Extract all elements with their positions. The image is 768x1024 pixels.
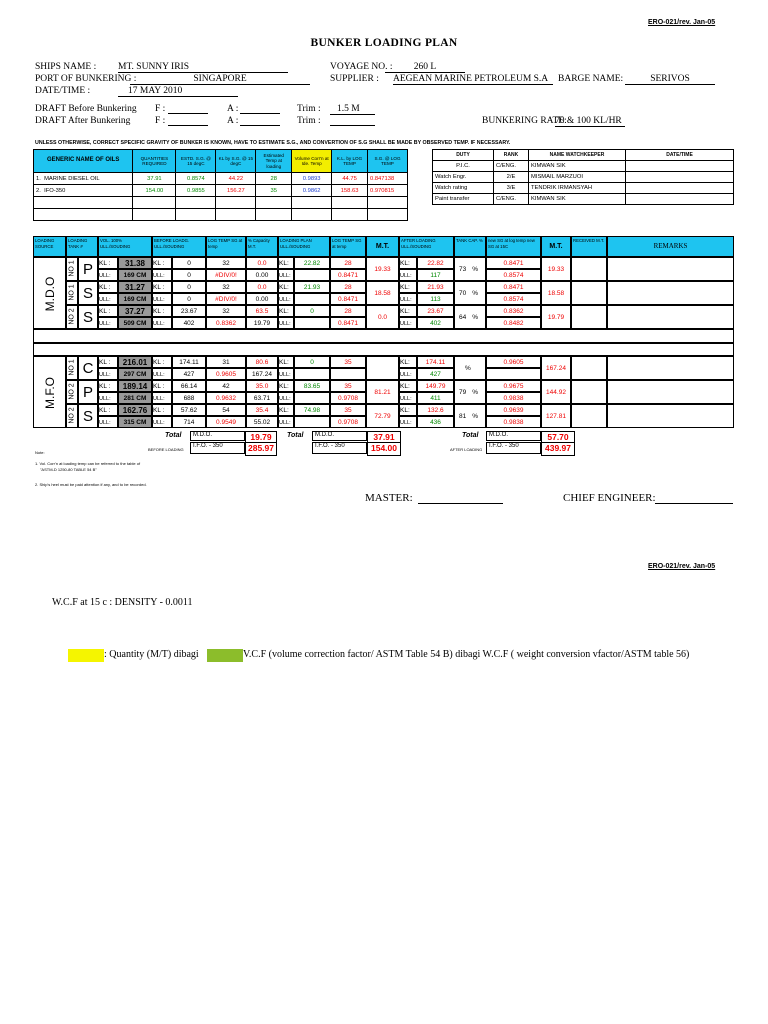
master-signature-field <box>418 503 503 504</box>
oils-header-vcf: Volume Corr'n at Ide. Temp <box>292 150 332 173</box>
sg-at-temp: 0.8362 <box>206 317 246 329</box>
oils-table <box>33 149 408 221</box>
new-sg-15: 0.9838 <box>486 392 541 404</box>
plan-ull <box>294 368 330 380</box>
ull-label: ULL: <box>399 293 417 305</box>
capacity-pct: 0.0 <box>246 257 278 269</box>
remarks-cell <box>607 305 734 329</box>
legend-yellow-text: : Quantity (M/T) dibagi <box>104 649 199 660</box>
sg-at-temp: 0.9549 <box>206 416 246 428</box>
received-mt <box>571 281 607 305</box>
plan-mt: 81.21 <box>366 380 399 404</box>
plan-kl: 74.98 <box>294 404 330 416</box>
plan-ull <box>294 269 330 281</box>
remarks-cell <box>607 356 734 380</box>
draft-after-a-label: A : <box>227 116 239 126</box>
plan-sg: 0.8471 <box>330 293 366 305</box>
col-header-tank-cap: TANK CAP. % <box>454 236 486 257</box>
remarks-cell <box>607 380 734 404</box>
ull-label: ULL: <box>98 317 118 329</box>
kl-label: KL : <box>98 305 118 317</box>
total-label-plan: Total <box>287 432 304 439</box>
instruction-note: UNLESS OTHERWISE, CORRECT SPECIFIC GRAVITY OF BUNKER IS KNOWN, HAVE TO ESTIMATE S.G., AND CONVERTION OF S.G SHALL BE MADE BY OBSERVED TEMP. IF NECESSARY. <box>35 140 511 146</box>
tank-side: C <box>78 356 98 380</box>
chief-engineer-label: CHIEF ENGINEER: <box>563 492 656 504</box>
kl-label: KL : <box>98 380 118 392</box>
note-1b: "ASTM-D 1250-80 TABLE 54 B" <box>40 467 97 472</box>
form-reference: ERO-021/rev. Jan-05 <box>648 19 716 26</box>
remarks-cell <box>607 281 734 305</box>
received-mt <box>571 257 607 281</box>
tank-side: S <box>78 281 98 305</box>
kl-label: KL: <box>278 404 294 416</box>
log-temp: 32 <box>206 281 246 293</box>
col-header-log-temp: LOG TEMP SG at temp <box>206 236 246 257</box>
capacity-pct: 80.6 <box>246 356 278 368</box>
note-2: 2. Ship's heel must be paid attention if any, and to be recorded. <box>35 482 147 487</box>
tank-cap: % <box>454 356 486 380</box>
plan-ull <box>294 317 330 329</box>
trim-after-label: Trim : <box>297 116 321 126</box>
after-kl: 22.82 <box>417 257 454 269</box>
tank-side: P <box>78 257 98 281</box>
draft-before-a-field <box>240 113 280 114</box>
port-value: SINGAPORE <box>130 74 310 85</box>
after-mdo-total: 57.70 <box>541 431 575 443</box>
plan-ull <box>294 392 330 404</box>
col-header-mt: M.T. <box>366 236 399 257</box>
new-sg-15: 0.8574 <box>486 269 541 281</box>
ull-label: ULL: <box>98 269 118 281</box>
plan-temp: 28 <box>330 257 366 269</box>
before-mdo-total: 19.79 <box>245 431 277 443</box>
plan-ull <box>294 416 330 428</box>
chief-engineer-signature-field <box>655 503 733 504</box>
plan-mdo-label: M.D.O. <box>312 431 367 441</box>
watch-header-name: NAME WATCHKEEPER <box>529 150 626 161</box>
ull-label: ULL: <box>98 392 118 404</box>
plan-mt: 0.0 <box>366 305 399 329</box>
supplier-value: AEGEAN MARINE PETROLEUM S.A <box>393 74 553 85</box>
bunkering-rate-label: BUNKERING RATE: <box>482 116 567 126</box>
kl-label: KL : <box>152 380 172 392</box>
after-mt: 18.58 <box>541 281 571 305</box>
plan-mt: 19.33 <box>366 257 399 281</box>
oils-row <box>34 209 408 221</box>
plan-ull <box>294 293 330 305</box>
capacity-pct: 35.0 <box>246 380 278 392</box>
kl-label: KL: <box>399 305 417 317</box>
received-mt <box>571 305 607 329</box>
ull-label: ULL: <box>278 269 294 281</box>
before-kl: 66.14 <box>172 380 206 392</box>
before-ull: 427 <box>172 368 206 380</box>
plan-mt: 72.79 <box>366 404 399 428</box>
received-mt <box>571 404 607 428</box>
draft-after-f-field <box>168 125 208 126</box>
kl-label: KL : <box>152 356 172 368</box>
before-ull: 688 <box>172 392 206 404</box>
new-sg-log: 0.8471 <box>486 281 541 293</box>
capacity-mt: 63.71 <box>246 392 278 404</box>
tank-number: NO 2 <box>68 308 76 325</box>
ull-label: ULL: <box>399 368 417 380</box>
tank-number: NO 1 <box>68 359 76 376</box>
oils-header-kl: KL by S.G. @ 15 degC <box>216 150 256 173</box>
log-temp: 32 <box>206 305 246 317</box>
remarks-cell <box>607 404 734 428</box>
tank-side: S <box>78 404 98 428</box>
new-sg-15: 0.8574 <box>486 293 541 305</box>
kl-label: KL : <box>152 281 172 293</box>
plan-kl: 22.82 <box>294 257 330 269</box>
new-sg-15 <box>486 368 541 380</box>
bunkering-rate-value: 70 & 100 KL/HR <box>555 116 625 127</box>
total-label-before: Total <box>165 432 182 439</box>
trim-after-field <box>330 125 375 126</box>
plan-temp: 35 <box>330 380 366 392</box>
vol-kl: 216.01 <box>118 356 152 368</box>
after-ifo-total: 439.97 <box>541 442 575 456</box>
kl-label: KL: <box>278 380 294 392</box>
new-sg-log: 0.9605 <box>486 356 541 368</box>
ull-label: ULL: <box>152 317 172 329</box>
trim-before-value: 1.5 M <box>330 104 375 115</box>
wcf-density-text: W.C.F at 15 c : DENSITY - 0.0011 <box>52 597 193 608</box>
group-label-mfo: M.F.O <box>43 377 57 409</box>
kl-label: KL: <box>399 281 417 293</box>
before-ifo-total: 285.97 <box>245 442 277 456</box>
after-kl: 149.79 <box>417 380 454 392</box>
plan-temp: 28 <box>330 281 366 293</box>
ull-label: ULL: <box>152 293 172 305</box>
kl-label: KL: <box>399 356 417 368</box>
ull-label: ULL: <box>152 368 172 380</box>
ull-label: ULL: <box>278 317 294 329</box>
after-kl: 132.6 <box>417 404 454 416</box>
plan-kl: 21.93 <box>294 281 330 293</box>
plan-kl: 0 <box>294 356 330 368</box>
watch-header-duty: DUTY <box>433 150 494 161</box>
after-ull: 117 <box>417 269 454 281</box>
received-mt <box>571 356 607 380</box>
date-label: DATE/TIME : <box>35 86 91 96</box>
draft-before-f-label: F : <box>155 104 166 114</box>
tank-number: NO 1 <box>68 284 76 301</box>
draft-before-a-label: A : <box>227 104 239 114</box>
draft-before-label: DRAFT Before Bunkering <box>35 104 137 114</box>
after-kl: 23.67 <box>417 305 454 317</box>
plan-sg <box>330 368 366 380</box>
note-1: 1. Vol. Corr'n at loading temp can be referred to the table of <box>35 461 141 466</box>
sg-at-temp: 0.9605 <box>206 368 246 380</box>
tank-side: S <box>78 305 98 329</box>
page-title: BUNKER LOADING PLAN <box>310 37 458 49</box>
watchkeeper-table <box>432 149 734 205</box>
plan-sg: 0.8471 <box>330 317 366 329</box>
before-kl: 174.11 <box>172 356 206 368</box>
watch-row: Watch rating 3/E TENDRIK IRMANSYAH <box>433 183 734 194</box>
plan-mt: 18.58 <box>366 281 399 305</box>
supplier-label: SUPPLIER : <box>330 74 379 84</box>
col-header-new-sg: new SG at log temp new SG at 15C <box>486 236 541 257</box>
after-ull: 402 <box>417 317 454 329</box>
voyage-value: 260 L <box>385 62 465 73</box>
ull-label: ULL: <box>152 269 172 281</box>
draft-after-label: DRAFT After Bunkering <box>35 116 131 126</box>
vol-ull: 315 CM <box>118 416 152 428</box>
tank-cap: 73 % <box>454 257 486 281</box>
tank-cap: 81 % <box>454 404 486 428</box>
watch-row: P.I.C. C/ENG. KIMWAN SIK <box>433 161 734 172</box>
vol-kl: 162.76 <box>118 404 152 416</box>
after-mt: 19.33 <box>541 257 571 281</box>
tank-cap: 79 % <box>454 380 486 404</box>
col-header-after: AFTER LOADING ULL./SOUDING <box>399 236 454 257</box>
after-ifo-label: I.F.O. - 350 <box>486 442 541 454</box>
kl-label: KL : <box>98 356 118 368</box>
date-value: 17 MAY 2010 <box>118 86 238 97</box>
before-ull: 0 <box>172 269 206 281</box>
vol-ull: 297 CM <box>118 368 152 380</box>
kl-label: KL : <box>152 404 172 416</box>
barge-value: SERIVOS <box>625 74 715 85</box>
after-kl: 174.11 <box>417 356 454 368</box>
ull-label: ULL: <box>152 416 172 428</box>
remarks-cell <box>607 257 734 281</box>
plan-sg: 0.9708 <box>330 392 366 404</box>
after-loading-label: AFTER LOADING <box>450 447 483 452</box>
tank-side: P <box>78 380 98 404</box>
before-kl: 23.67 <box>172 305 206 317</box>
port-label: PORT OF BUNKERING : <box>35 74 137 84</box>
kl-label: KL: <box>399 380 417 392</box>
capacity-pct: 63.5 <box>246 305 278 317</box>
ull-label: ULL: <box>399 269 417 281</box>
after-kl: 21.93 <box>417 281 454 293</box>
kl-label: KL : <box>152 257 172 269</box>
before-kl: 0 <box>172 257 206 269</box>
watch-header-datetime: DATE/TIME <box>626 150 734 161</box>
kl-label: KL : <box>152 305 172 317</box>
plan-kl: 0 <box>294 305 330 317</box>
oils-header-name: GENERIC NAME OF OILS <box>34 150 133 173</box>
col-header-remarks: REMARKS <box>607 236 734 257</box>
plan-sg: 0.8471 <box>330 269 366 281</box>
draft-after-a-field <box>240 125 280 126</box>
ull-label: ULL: <box>278 368 294 380</box>
new-sg-15: 0.8482 <box>486 317 541 329</box>
plan-temp: 35 <box>330 404 366 416</box>
plan-temp: 35 <box>330 356 366 368</box>
before-ifo-label: I.F.O. - 350 <box>190 442 245 454</box>
col-header-log-temp2: LOG TEMP SG at temp <box>330 236 366 257</box>
form-reference-2: ERO-021/rev. Jan-05 <box>648 563 716 570</box>
before-loading-label: BEFORE LOADING <box>148 447 184 452</box>
after-ull: 427 <box>417 368 454 380</box>
col-header-received: RECEIVED M.T. <box>571 236 607 257</box>
plan-temp: 28 <box>330 305 366 317</box>
total-label-after: Total <box>462 432 479 439</box>
after-ull: 411 <box>417 392 454 404</box>
watch-header-rank: RANK <box>494 150 529 161</box>
ull-label: ULL: <box>278 392 294 404</box>
log-temp: 42 <box>206 380 246 392</box>
spacer-row <box>33 343 734 356</box>
vol-ull: 509 CM <box>118 317 152 329</box>
watch-row: Watch Engr. 2/E MISMAIL MARZUOI <box>433 172 734 183</box>
trim-before-label: Trim : <box>297 104 321 114</box>
group-label-mdo: M.D.O <box>43 276 57 312</box>
sg-at-temp: #DIV/0! <box>206 269 246 281</box>
vol-kl: 31.27 <box>118 281 152 293</box>
plan-sg: 0.9708 <box>330 416 366 428</box>
tank-number: NO 1 <box>68 260 76 277</box>
plan-ifo-total: 154.00 <box>367 442 401 456</box>
before-ull: 714 <box>172 416 206 428</box>
col-header-mt2: M.T. <box>541 236 571 257</box>
ull-label: ULL: <box>278 416 294 428</box>
capacity-pct: 35.4 <box>246 404 278 416</box>
voyage-label: VOYAGE NO. : <box>330 62 393 72</box>
after-mt: 144.92 <box>541 380 571 404</box>
vol-ull: 169 CM <box>118 293 152 305</box>
kl-label: KL: <box>399 404 417 416</box>
log-temp: 32 <box>206 257 246 269</box>
before-mdo-label: M.D.O. <box>190 431 245 441</box>
oils-header-kllog: K.L. by LOG TEMP <box>332 150 368 173</box>
new-sg-log: 0.9639 <box>486 404 541 416</box>
ull-label: ULL: <box>98 293 118 305</box>
kl-label: KL : <box>98 281 118 293</box>
sg-at-temp: #DIV/0! <box>206 293 246 305</box>
plan-mt <box>366 356 399 380</box>
tank-cap: 70 % <box>454 281 486 305</box>
oils-row: 1. MARINE DIESEL OIL 37.91 0.8574 44.22 28 0.9893 44.75 0.847138 <box>34 173 408 185</box>
vol-ull: 169 CM <box>118 269 152 281</box>
sg-at-temp: 0.9632 <box>206 392 246 404</box>
capacity-mt: 55.02 <box>246 416 278 428</box>
kl-label: KL: <box>278 305 294 317</box>
oils-row: 2. IFO-350 154.00 0.9855 156.27 35 0.9862 158.63 0.970815 <box>34 185 408 197</box>
kl-label: KL: <box>399 257 417 269</box>
ships-name-label: SHIPS NAME : <box>35 62 97 72</box>
tank-number: NO 2 <box>68 407 76 424</box>
draft-after-f-label: F : <box>155 116 166 126</box>
kl-label: KL: <box>278 257 294 269</box>
log-temp: 54 <box>206 404 246 416</box>
oils-header-qty: QUANTITIES REQUIRED <box>133 150 176 173</box>
draft-before-f-field <box>168 113 208 114</box>
legend-green-text: V.C.F (volume correction factor/ ASTM Table 54 B) dibagi W.C.F ( weight conversion vfactor/ASTM table 56) <box>243 649 690 660</box>
legend-yellow-swatch <box>68 649 104 662</box>
watch-row: Paint transfer C/ENG. KIMWAN SIK <box>433 194 734 205</box>
capacity-mt: 19.79 <box>246 317 278 329</box>
received-mt <box>571 380 607 404</box>
after-mt: 127.81 <box>541 404 571 428</box>
col-header-before: BEFORE LOADG. ULL./SOUDING <box>152 236 206 257</box>
ull-label: ULL: <box>152 392 172 404</box>
ull-label: ULL: <box>98 416 118 428</box>
ull-label: ULL: <box>98 368 118 380</box>
kl-label: KL: <box>278 281 294 293</box>
oils-row <box>34 197 408 209</box>
capacity-mt: 0.00 <box>246 293 278 305</box>
col-header-capacity: % Capacity M.T. <box>246 236 278 257</box>
vol-kl: 189.14 <box>118 380 152 392</box>
before-ull: 0 <box>172 293 206 305</box>
after-ull: 113 <box>417 293 454 305</box>
spacer-row <box>33 329 734 343</box>
kl-label: KL : <box>98 404 118 416</box>
ull-label: ULL: <box>399 416 417 428</box>
before-kl: 57.62 <box>172 404 206 416</box>
new-sg-log: 0.8471 <box>486 257 541 269</box>
new-sg-log: 0.9675 <box>486 380 541 392</box>
ull-label: ULL: <box>399 317 417 329</box>
new-sg-15: 0.9838 <box>486 416 541 428</box>
vol-kl: 37.27 <box>118 305 152 317</box>
plan-kl: 83.65 <box>294 380 330 392</box>
capacity-pct: 0.0 <box>246 281 278 293</box>
log-temp: 31 <box>206 356 246 368</box>
oils-header-sglog: S.G. @ LOG TEMP <box>368 150 408 173</box>
col-header-loading-source: LOADING SOURCE <box>33 236 66 257</box>
new-sg-log: 0.8362 <box>486 305 541 317</box>
loading-plan-grid <box>33 236 734 458</box>
oils-header-temp: Estimated Temp at loading <box>256 150 292 173</box>
col-header-vol: VOL. 100% ULL./SOUDING <box>98 236 152 257</box>
barge-label: BARGE NAME: <box>558 74 624 84</box>
after-mt: 19.79 <box>541 305 571 329</box>
col-header-loading-plan: LOADING PLAN ULL./SOUDING <box>278 236 330 257</box>
kl-label: KL : <box>98 257 118 269</box>
master-label: MASTER: <box>365 492 413 504</box>
legend-green-swatch <box>207 649 243 662</box>
plan-mdo-total: 37.91 <box>367 431 401 443</box>
after-mdo-label: M.D.O. <box>486 431 541 441</box>
ull-label: ULL: <box>278 293 294 305</box>
vol-kl: 31.38 <box>118 257 152 269</box>
capacity-mt: 0.00 <box>246 269 278 281</box>
vol-ull: 281 CM <box>118 392 152 404</box>
kl-label: KL: <box>278 356 294 368</box>
after-mt: 167.24 <box>541 356 571 380</box>
after-ull: 436 <box>417 416 454 428</box>
capacity-mt: 167.24 <box>246 368 278 380</box>
col-header-loading-tank: LOADING TANK # <box>66 236 98 257</box>
ships-name-value: MT. SUNNY IRIS <box>118 62 288 73</box>
before-ull: 402 <box>172 317 206 329</box>
ull-label: ULL: <box>399 392 417 404</box>
tank-cap: 64 % <box>454 305 486 329</box>
plan-ifo-label: I.F.O. - 350 <box>312 442 367 454</box>
before-kl: 0 <box>172 281 206 293</box>
notes-label: Note: <box>35 450 45 455</box>
oils-header-sg: ESTD. S.G. @ 15 degC <box>176 150 216 173</box>
tank-number: NO 2 <box>68 383 76 400</box>
